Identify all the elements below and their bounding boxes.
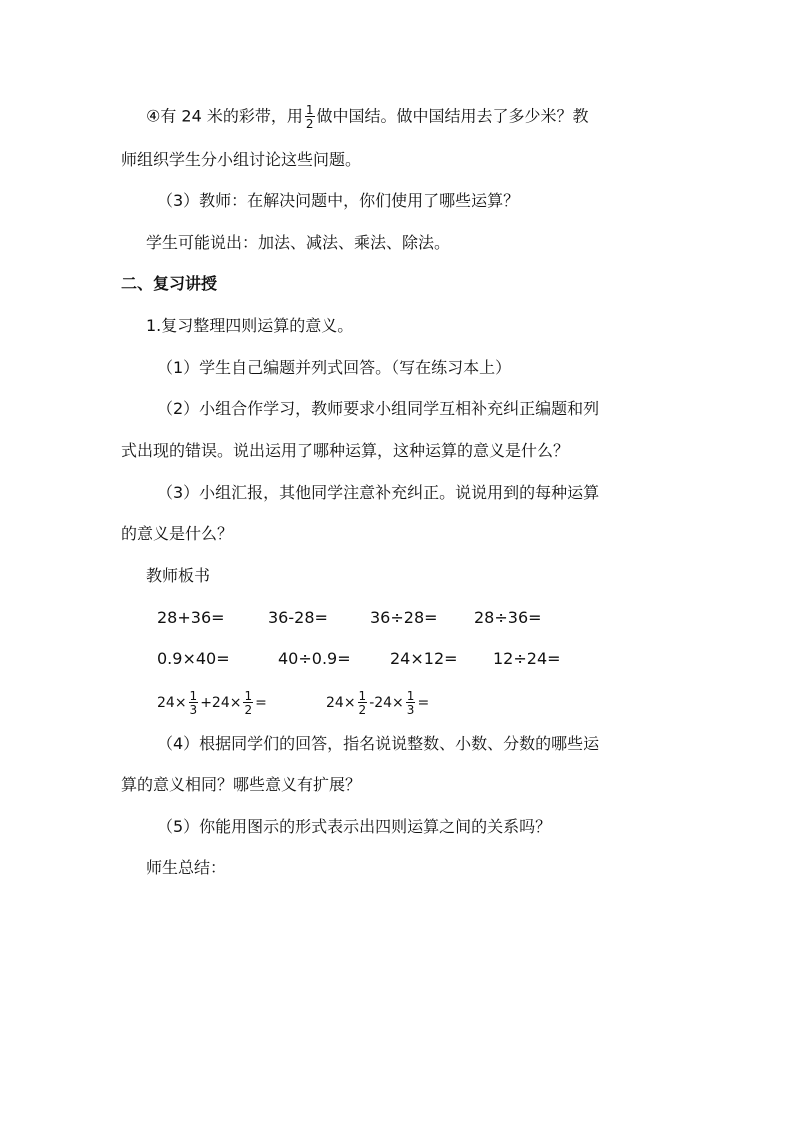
fraction-one-half: $\frac{1}{2}$ [305,103,314,131]
paragraph-step-5: （5）你能用图示的形式表示出四则运算之间的关系吗？ [157,817,552,836]
board-expr: 28÷36= [474,608,542,627]
paragraph-step-4-line-1: （4）根据同学们的回答，指名说说整数、小数、分数的哪些运 [157,734,600,753]
board-fraction-expr-1: 24× $\frac{1}{3}$ +24× $\frac{1}{2}$ = [157,689,267,717]
section-heading: 二、复习讲授 [121,274,218,293]
paragraph-summary: 师生总结： [146,858,227,877]
fraction: $\frac{1}{3}$ [406,689,415,717]
board-heading: 教师板书 [146,566,211,585]
board-expr: 36-28= [268,608,328,627]
text-segment: ④有 24 米的彩带，用 [146,106,303,126]
board-expr: 0.9×40= [157,649,230,668]
paragraph-step-1: （1）学生自己编题并列式回答。（写在练习本上） [157,358,512,377]
fraction: $\frac{1}{3}$ [189,689,198,717]
board-expr: 36÷28= [370,608,438,627]
paragraph-student-answer: 学生可能说出：加法、减法、乘法、除法。 [146,233,451,252]
paragraph-review-1: 1.复习整理四则运算的意义。 [146,316,354,335]
paragraph-step-2-line-2: 式出现的错误。说出运用了哪种运算，这种运算的意义是什么？ [121,441,570,460]
text-segment: 做中国结。做中国结用去了多少米？教 [316,106,589,126]
paragraph-step-2-line-1: （2）小组合作学习，教师要求小组同学互相补充纠正编题和列 [157,399,600,418]
paragraph-step-3-line-1: （3）小组汇报，其他同学注意补充纠正。说说用到的每种运算 [157,483,600,502]
fraction: $\frac{1}{2}$ [244,689,253,717]
board-expr: 28+36= [157,608,225,627]
board-expr: 24×12= [390,649,458,668]
paragraph-4-line-1 [146,104,589,130]
paragraph-step-3-line-2: 的意义是什么？ [121,524,234,543]
board-expr: 40÷0.9= [278,649,351,668]
board-fraction-expr-2: 24× $\frac{1}{2}$ -24× $\frac{1}{3}$ = [326,689,430,717]
paragraph-4-line-2: 师组织学生分小组讨论这些问题。 [121,150,362,169]
board-expr: 12÷24= [493,649,561,668]
paragraph-teacher-question: （3）教师：在解决问题中，你们使用了哪些运算？ [157,191,520,210]
paragraph-step-4-line-2: 算的意义相同？哪些意义有扩展？ [121,775,362,794]
fraction: $\frac{1}{2}$ [358,689,367,717]
